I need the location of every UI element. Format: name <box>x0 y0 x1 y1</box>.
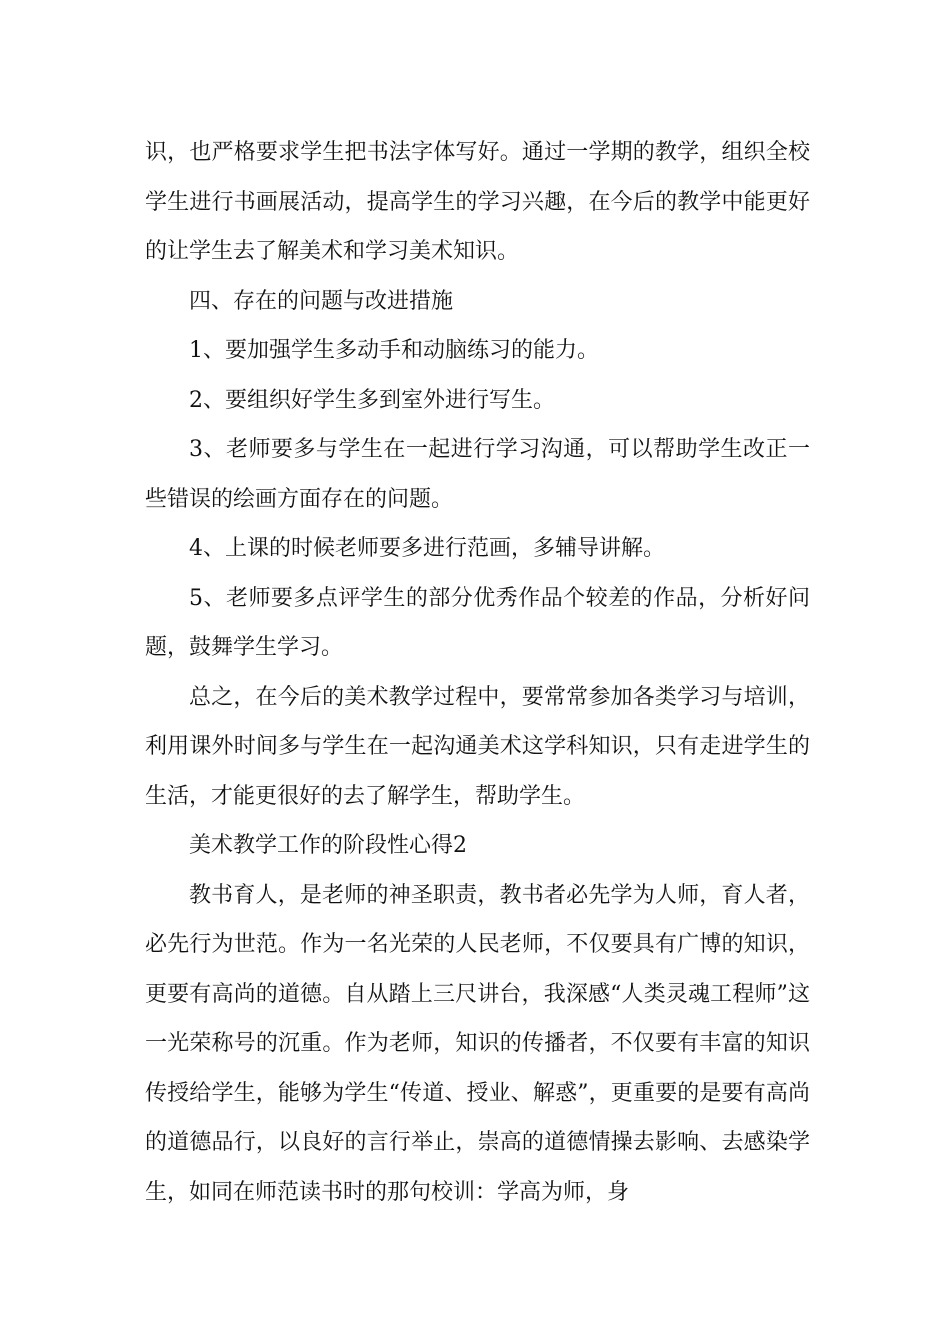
paragraph-body: 教书育人，是老师的神圣职责，教书者必先学为人师，育人者，必先行为世范。作为一名光荣的人民老师，不仅要具有广博的知识，更要有高尚的道德。自从踏上三尺讲台，我深感“人类灵魂工程师”这一光荣称号的沉重。作为老师，知识的传播者，不仅要有丰富的知识传授给学生，能够为学生“传道、授业、解惑”，更重要的是要有高尚的道德品行，以良好的言行举止，崇高的道德情操去影响、去感染学生，如同在师范读书时的那句校训：学高为师，身 <box>145 882 810 1205</box>
document-body <box>145 128 810 1217</box>
section-heading-issues: 四、存在的问题与改进措施 <box>189 288 454 314</box>
list-item-1: 1、要加强学生多动手和动脑练习的能力。 <box>189 338 599 363</box>
list-item-3: 3、老师要多与学生在一起进行学习沟通，可以帮助学生改正一些错误的绘画方面存在的问题。 <box>145 437 810 512</box>
list-item-5: 5、老师要多点评学生的部分优秀作品个较差的作品，分析好问题，鼓舞学生学习。 <box>145 585 810 660</box>
list-item-2: 2、要组织好学生多到室外进行写生。 <box>189 387 555 413</box>
article-title-2: 美术教学工作的阶段性心得2 <box>189 833 467 858</box>
list-item-4: 4、上课的时候老师要多进行范画，多辅导讲解。 <box>189 536 665 561</box>
paragraph-continuation: 识，也严格要求学生把书法字体写好。通过一学期的教学，组织全校学生进行书画展活动，提高学生的学习兴趣，在今后的教学中能更好的让学生去了解美术和学习美术知识。 <box>145 140 810 264</box>
paragraph-summary: 总之，在今后的美术教学过程中，要常常参加各类学习与培训，利用课外时间多与学生在一起沟通美术这学科知识，只有走进学生的生活，才能更很好的去了解学生，帮助学生。 <box>145 684 810 809</box>
